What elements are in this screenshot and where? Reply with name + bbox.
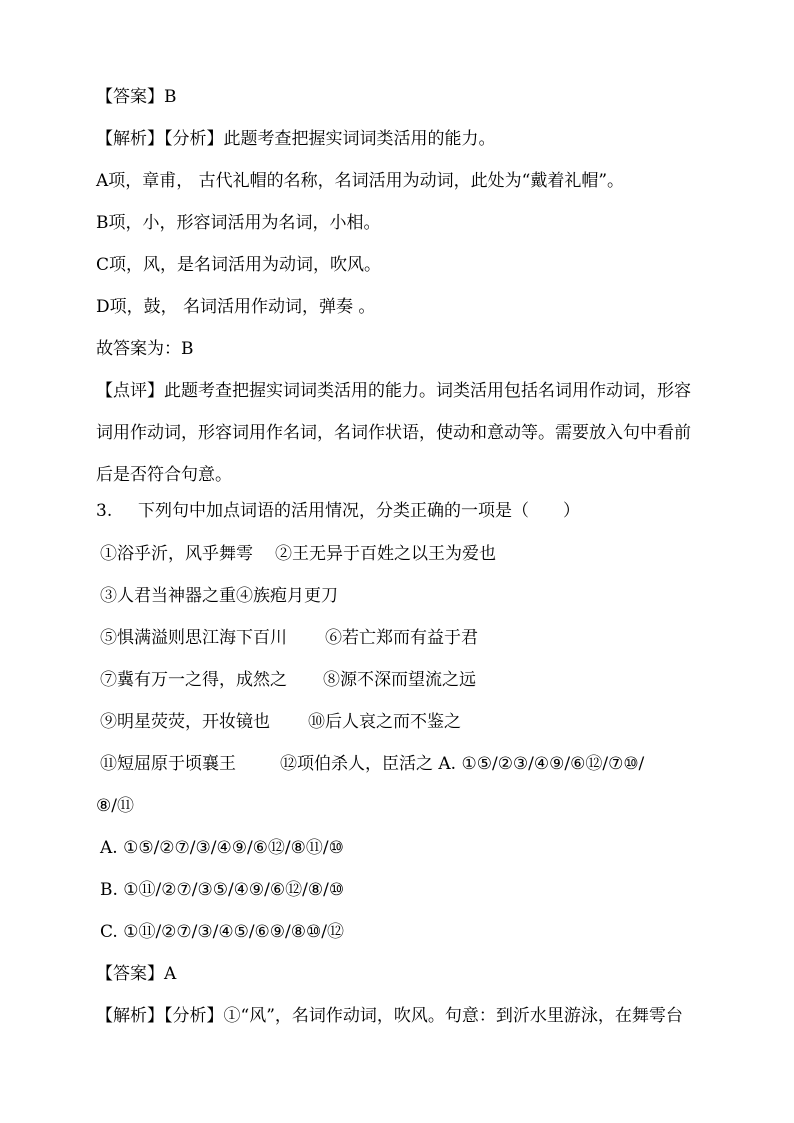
sentence-8: ⑧源不深而望流之远 — [323, 670, 476, 690]
sentence-11: ⑪短屈原于顷襄王 — [100, 754, 236, 774]
sentence-7: ⑦冀有万一之得，成然之 — [100, 670, 287, 690]
sentence-2: ②王无异于百姓之以王为爱也 — [275, 544, 496, 564]
answer-label-1: 【答案】B — [96, 87, 177, 107]
sentence-row-2: ③人君当神器之重④族疱月更刀 — [100, 586, 338, 606]
choice-b: B. ①⑪/②⑦/③⑤/④⑨/⑥⑫/⑧/⑩ — [100, 880, 345, 900]
sentence-row-6 — [100, 748, 760, 780]
comment-line-2: 词用作动词，形容词用作名词，名词作状语，使动和意动等。需要放入句中看前 — [96, 423, 691, 443]
comment-line-3: 后是否符合句意。 — [96, 465, 232, 485]
analysis-option-d: D项，鼓， 名词活用作动词，弹奏 。 — [96, 297, 376, 317]
sentence-1: ①浴乎沂，风乎舞雩 — [100, 544, 253, 564]
sentence-12: ⑫项伯杀人，臣活之 A. ①⑤/②③/④⑨/⑥⑫/⑦⑩/ — [280, 754, 645, 774]
choice-a: A. ①⑤/②⑦/③/④⑨/⑥⑫/⑧⑪/⑩ — [100, 838, 344, 858]
answer-label-2: 【答案】A — [96, 964, 177, 984]
choice-c: C. ①⑪/②⑦/③/④⑤/⑥⑨/⑧⑩/⑫ — [100, 922, 344, 942]
question-number: 3. — [96, 501, 113, 521]
sentence-row-5 — [100, 706, 760, 738]
final-answer-1: 故答案为：B — [96, 339, 194, 359]
analysis-line-2: 【解析】【分析】①“风”，名词作动词，吹风。句意：到沂水里游泳，在舞雩台 — [96, 1006, 683, 1026]
analysis-option-c: C项，风，是名词活用为动词，吹风。 — [96, 255, 382, 275]
sentence-6: ⑥若亡郑而有益于君 — [325, 628, 478, 648]
sentence-row-1 — [100, 538, 760, 570]
question-text: 下列句中加点词语的活用情况，分类正确的一项是（ ） — [138, 501, 580, 521]
sentence-9: ⑨明星荧荧，开妆镜也 — [100, 712, 270, 732]
analysis-option-b: B项，小，形容词活用为名词，小相。 — [96, 213, 381, 233]
sentence-row-3 — [100, 622, 760, 654]
analysis-option-a: A项，章甫， 古代礼帽的名称，名词活用为动词，此处为“戴着礼帽”。 — [96, 171, 625, 191]
analysis-line-1: 【解析】【分析】此题考查把握实词词类活用的能力。 — [96, 129, 496, 149]
comment-line-1: 【点评】此题考查把握实词词类活用的能力。词类活用包括名词用作动词，形容 — [96, 381, 691, 401]
question-3-stem — [96, 495, 756, 527]
sentence-row-4 — [100, 664, 760, 696]
sentence-row-7: ⑧/⑪ — [96, 796, 134, 816]
sentence-10: ⑩后人哀之而不鉴之 — [308, 712, 461, 732]
sentence-5: ⑤惧满溢则思江海下百川 — [100, 628, 287, 648]
